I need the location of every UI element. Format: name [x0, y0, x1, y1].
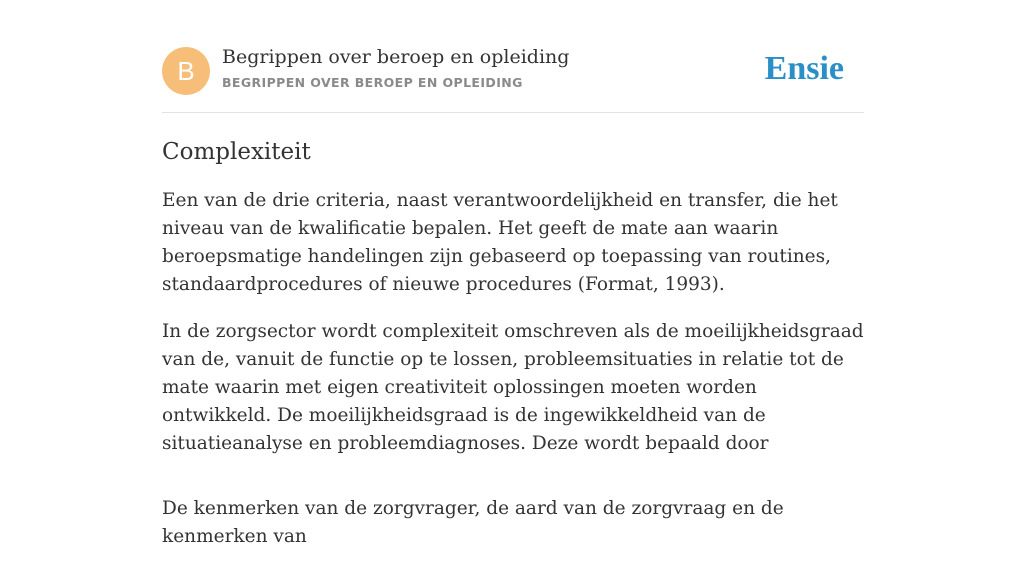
content-container	[162, 0, 864, 570]
definition-body	[162, 187, 864, 551]
definition-paragraph-1: Een van de drie criteria, naast verantwoordelijkheid en transfer, die het niveau van de kwalificatie bepalen. Het geeft de mate aan waarin beroepsmatige handelingen zijn gebaseerd op toepassing van routines, standaardprocedures of nieuwe procedures (Format, 1993).	[162, 190, 838, 295]
term-title: Complexiteit	[162, 139, 311, 165]
dictionary-avatar[interactable]: B	[162, 47, 210, 95]
definition-paragraph-2: In de zorgsector wordt complexiteit omschreven als de moeilijkheidsgraad van de, vanuit de functie op te lossen, probleemsituaties in relatie tot de mate waarin met eigen creativiteit oplossingen moeten worden ontwikkeld. De moeilijkheidsgraad is de ingewikkeldheid van de situatieanalyse en probleemdiagnoses. Deze wordt bepaald door	[162, 321, 864, 454]
definition-paragraph-3: De kenmerken van de zorgvrager, de aard van de zorgvraag en de kenmerken van	[162, 498, 784, 547]
dictionary-subtitle: BEGRIPPEN OVER BEROEP EN OPLEIDING	[222, 75, 523, 90]
dictionary-title-link[interactable]: Begrippen over beroep en opleiding	[222, 46, 570, 68]
dictionary-header	[162, 0, 864, 113]
ensie-logo[interactable]: Ensie	[764, 50, 844, 87]
